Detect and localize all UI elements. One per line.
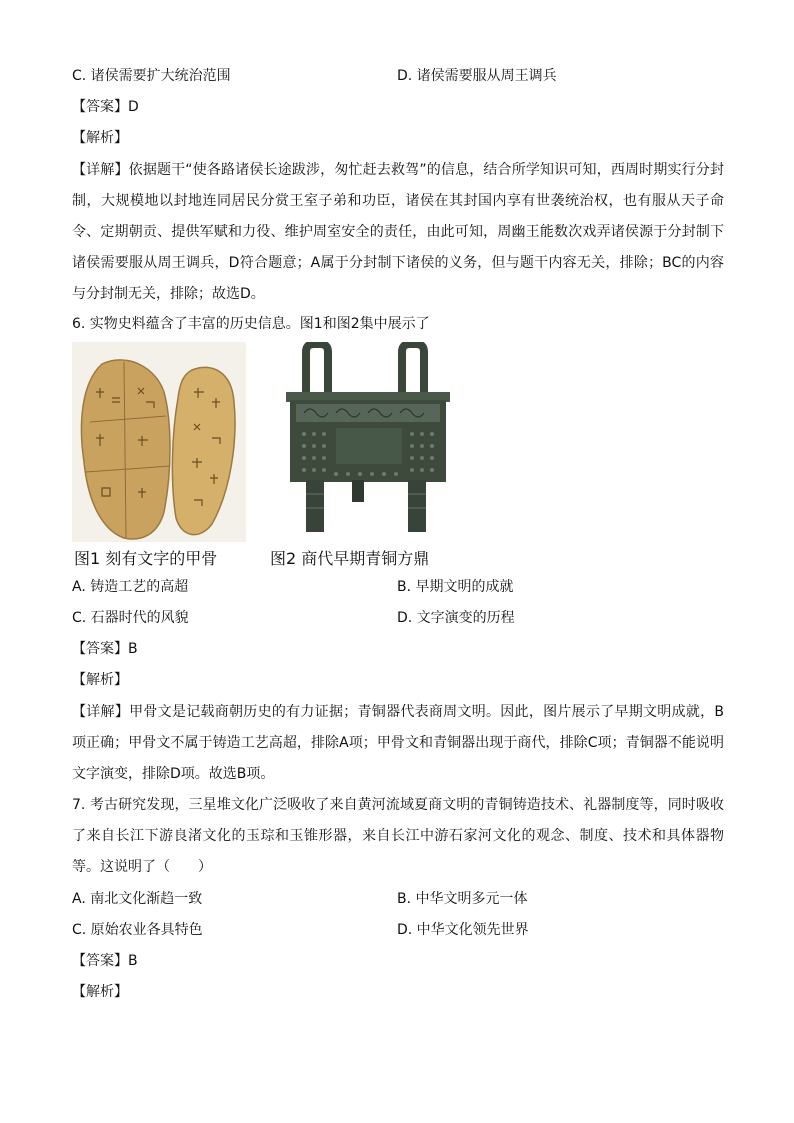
q6-detail <box>72 697 724 790</box>
q6-option-d: D. 文字演变的历程 <box>397 610 515 626</box>
detail-text: 依据题干“使各路诸侯长途跋涉，匆忙赶去救驾”的信息，结合所学知识可知，西周时期实行分封制，大规模地以封地连同居民分赏王室子弟和功臣，诸侯在其封国内享有世袭统治权，也有服从天子命令、定期朝贡、提供军赋和力役、维护周室安全的责任，由此可知，周幽王能数次戏弄诸侯源于分封制下诸侯需要服从周王调兵，D符合题意；A属于分封制下诸侯的义务，但与题干内容无关，排除；BC的内容与分封制无关，排除；故选D。 <box>72 162 724 302</box>
q7-option-d: D. 中华文化领先世界 <box>397 922 529 938</box>
detail-tag: 【详解】 <box>72 162 129 178</box>
answer-value: B <box>128 953 138 969</box>
q6-figures <box>72 342 462 572</box>
q6-answer <box>72 639 138 659</box>
q7-option-c: C. 原始农业各具特色 <box>72 922 203 938</box>
q5-answer <box>72 97 139 117</box>
q7-stem: 7. 考古研究发现，三星堆文化广泛吸收了来自黄河流域夏商文明的青铜铸造技术、礼器制度等，同时吸收了来自长江下游良渚文化的玉琮和玉锥形器，来自长江中游石家河文化的观念、制度、技术和具体器物等。这说明了（ ） <box>72 797 724 875</box>
q6-option-b: B. 早期文明的成就 <box>397 579 514 595</box>
detail-tag: 【详解】 <box>72 704 130 720</box>
q7-answer <box>72 951 138 971</box>
answer-tag: 【答案】 <box>72 641 128 657</box>
q6-stem: 6. 实物史料蕴含了丰富的历史信息。图1和图2集中展示了 <box>72 316 430 332</box>
q7-analysis-tag: 【解析】 <box>72 984 128 1000</box>
q6-option-a: A. 铸造工艺的高超 <box>72 579 189 595</box>
figure1-caption: 图1 刻有文字的甲骨 <box>74 549 218 568</box>
detail-text: 甲骨文是记载商朝历史的有力证据；青铜器代表商周文明。因此，图片展示了早期文明成就，B项正确；甲骨文不属于铸造工艺高超，排除A项；甲骨文和青铜器出现于商代，排除C项；青铜器不能说明文字演变，排除D项。故选B项。 <box>72 704 725 782</box>
q5-option-d: D. 诸侯需要服从周王调兵 <box>397 68 557 84</box>
q5-analysis-tag: 【解析】 <box>72 130 128 146</box>
answer-value: D <box>128 99 139 115</box>
answer-tag: 【答案】 <box>72 99 128 115</box>
oracle-bone-image <box>72 342 246 542</box>
q7-option-b: B. 中华文明多元一体 <box>397 891 528 907</box>
bronze-ding-image <box>270 342 460 542</box>
answer-value: B <box>128 641 138 657</box>
q5-option-c: C. 诸侯需要扩大统治范围 <box>72 68 231 84</box>
q6-option-c: C. 石器时代的风貌 <box>72 610 189 626</box>
answer-tag: 【答案】 <box>72 953 128 969</box>
q5-detail <box>72 155 724 310</box>
figure2-caption: 图2 商代早期青铜方鼎 <box>270 549 430 568</box>
q6-analysis-tag: 【解析】 <box>72 672 128 688</box>
q7-option-a: A. 南北文化渐趋一致 <box>72 891 203 907</box>
